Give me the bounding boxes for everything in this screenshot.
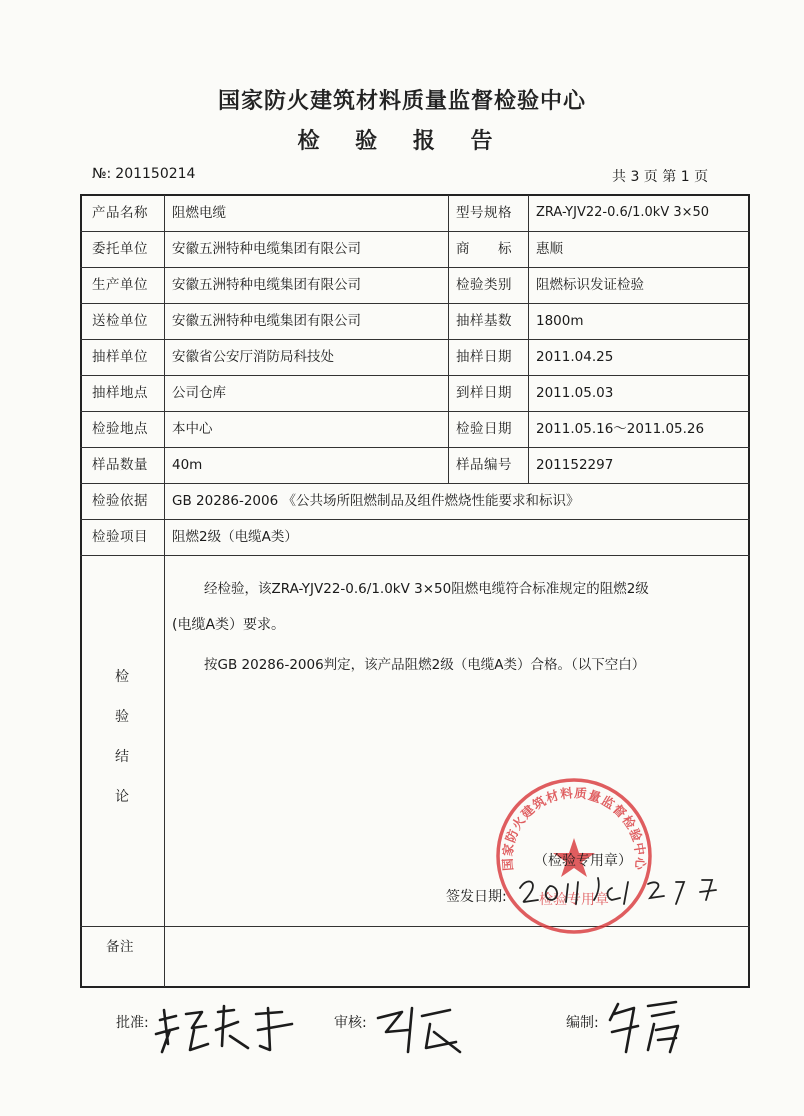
value-trademark: 惠顺 xyxy=(536,241,563,257)
conclusion-label-char: 检 xyxy=(115,669,129,685)
label-inspection-type: 检验类别 xyxy=(456,277,512,293)
label-manufacturer: 生产单位 xyxy=(92,277,148,293)
label-test-item: 检验项目 xyxy=(92,529,148,545)
label-sampling-unit: 抽样单位 xyxy=(92,349,148,365)
label-sampling-base: 抽样基数 xyxy=(456,313,512,329)
report-title: 国家防火建筑材料质量监督检验中心 xyxy=(217,89,586,114)
conclusion-line-1: 经检验，该ZRA-YJV22-0.6/1.0kV 3×50阻燃电缆符合标准规定的阻燃2级 xyxy=(204,581,649,597)
row-divider xyxy=(80,447,750,448)
label-sampling-location: 抽样地点 xyxy=(92,385,148,401)
column-divider xyxy=(448,195,449,483)
conclusion-line-3: 按GB 20286-2006判定，该产品阻燃2级（电缆A类）合格。（以下空白） xyxy=(204,657,646,673)
label-trademark: 商 标 xyxy=(456,241,512,257)
label-product-name: 产品名称 xyxy=(92,205,148,221)
seal-note: （检验专用章） xyxy=(534,853,632,869)
report-number-value: 201150214 xyxy=(115,166,196,182)
remarks-label: 备注 xyxy=(106,939,134,955)
row-divider xyxy=(80,375,750,376)
row-divider xyxy=(80,267,750,268)
value-inspection-type: 阻燃标识发证检验 xyxy=(536,277,644,293)
report-number xyxy=(88,166,195,182)
row-divider xyxy=(80,483,750,484)
value-arrival-date: 2011.05.03 xyxy=(536,385,614,401)
value-manufacturer: 安徽五洲特种电缆集团有限公司 xyxy=(172,277,361,293)
seal-ring-text: 国家防火建筑材料质量监督检验中心 xyxy=(499,785,649,872)
page-info: 共 3 页 第 1 页 xyxy=(612,169,709,185)
label-test-date: 检验日期 xyxy=(456,421,512,437)
conclusion-label-char: 验 xyxy=(115,709,129,725)
report-number-label: №: xyxy=(92,166,112,182)
conclusion-label-char: 论 xyxy=(115,789,129,805)
value-test-location: 本中心 xyxy=(172,421,213,437)
value-test-date: 2011.05.16～2011.05.26 xyxy=(536,421,705,437)
value-test-item: 阻燃2级（电缆A类） xyxy=(172,529,298,545)
value-sample-quantity: 40m xyxy=(172,457,203,473)
row-divider xyxy=(80,519,750,520)
label-model-spec: 型号规格 xyxy=(456,205,512,221)
reviewer-signature xyxy=(372,1002,468,1058)
issue-date-label: 签发日期: xyxy=(446,889,507,905)
compile-label: 编制: xyxy=(566,1015,599,1031)
label-submitter: 送检单位 xyxy=(92,313,148,329)
seal-bottom-text: 检验专用章 xyxy=(539,892,609,908)
value-product-name: 阻燃电缆 xyxy=(172,205,226,221)
conclusion-line-2: (电缆A类）要求。 xyxy=(172,617,286,633)
row-divider xyxy=(80,303,750,304)
conclusion-label-char: 结 xyxy=(115,749,129,765)
value-test-basis: GB 20286-2006 《公共场所阻燃制品及组件燃烧性能要求和标识》 xyxy=(172,493,580,509)
column-divider xyxy=(164,195,165,987)
row-divider xyxy=(80,555,750,556)
value-sampling-unit: 安徽省公安厅消防局科技处 xyxy=(172,349,334,365)
value-sampling-date: 2011.04.25 xyxy=(536,349,614,365)
value-client: 安徽五洲特种电缆集团有限公司 xyxy=(172,241,361,257)
label-sample-quantity: 样品数量 xyxy=(92,457,148,473)
row-divider xyxy=(80,231,750,232)
report-subtitle: 检 验 报 告 xyxy=(297,129,507,154)
value-model-spec: ZRA-YJV22-0.6/1.0kV 3×50 xyxy=(536,205,710,220)
label-sample-number: 样品编号 xyxy=(456,457,512,473)
approver-signature xyxy=(152,1000,302,1060)
label-sampling-date: 抽样日期 xyxy=(456,349,512,365)
value-sampling-location: 公司仓库 xyxy=(172,385,226,401)
row-divider xyxy=(80,411,750,412)
row-divider xyxy=(80,339,750,340)
column-divider xyxy=(528,195,529,483)
label-arrival-date: 到样日期 xyxy=(456,385,512,401)
handwritten-issue-date xyxy=(516,874,726,908)
label-test-basis: 检验依据 xyxy=(92,493,148,509)
label-test-location: 检验地点 xyxy=(92,421,148,437)
value-sample-number: 201152297 xyxy=(536,457,614,473)
value-sampling-base: 1800m xyxy=(536,313,584,329)
review-label: 审核: xyxy=(334,1015,367,1031)
compiler-signature xyxy=(604,996,684,1060)
label-client: 委托单位 xyxy=(92,241,148,257)
approve-label: 批准: xyxy=(116,1015,149,1031)
value-submitter: 安徽五洲特种电缆集团有限公司 xyxy=(172,313,361,329)
